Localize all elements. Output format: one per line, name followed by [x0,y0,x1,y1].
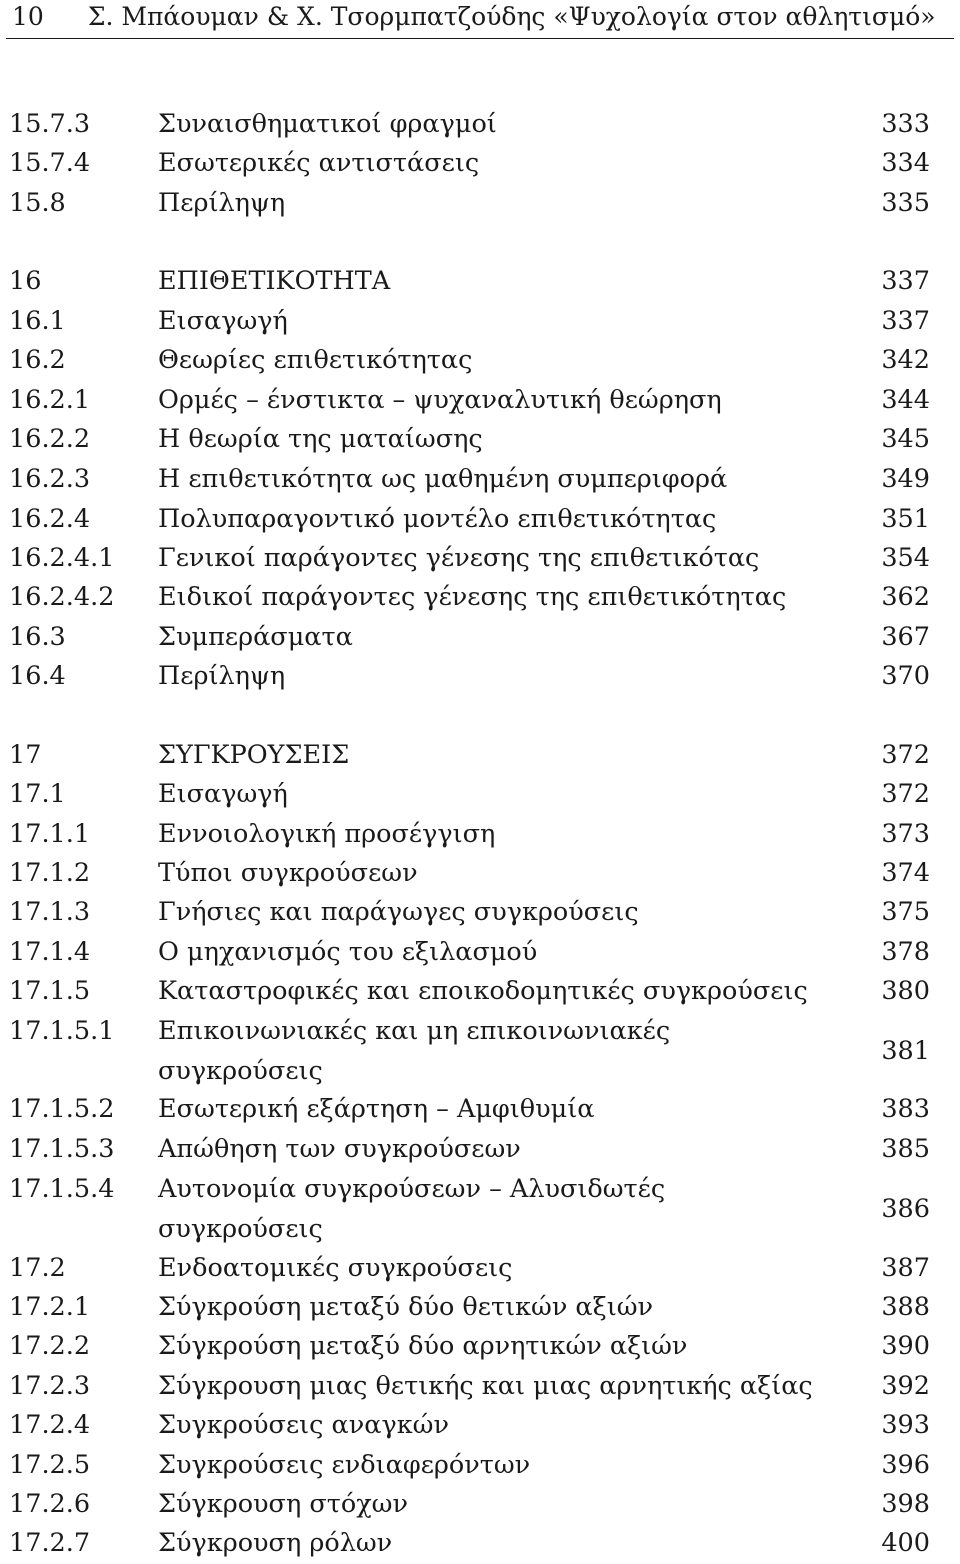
toc-entry-title: Σύγκρουση ρόλων [158,1528,393,1558]
toc-entry-title: Η επιθετικότητα ως μαθημένη συμπεριφορά [158,464,728,494]
toc-entry-page: 388 [881,1292,930,1322]
toc-entry-page: 393 [881,1410,930,1440]
toc-entry-title: Καταστροφικές και εποικοδομητικές συγκρούσεις [158,976,808,1006]
toc-entry [0,1446,960,1486]
toc-entry-page: 386 [881,1193,930,1224]
toc-entry [0,1012,960,1091]
toc-entry [0,1090,960,1130]
toc-entry-page: 400 [881,1528,930,1558]
toc-entry-page: 333 [881,109,930,139]
toc-entry-number: 16.2.4.1 [9,543,115,573]
toc-entry-number: 16 [9,266,42,296]
toc-entry-title: Γενικοί παράγοντες γένεσης της επιθετικότας [158,543,760,573]
toc-entry-title: Συναισθηματικοί φραγμοί [158,109,497,139]
toc-entry-number: 17.1.4 [9,937,91,967]
toc-entry [0,1288,960,1328]
toc-entry [0,1170,960,1249]
toc-entry-number: 17.1.5.4 [9,1174,115,1204]
toc-entry-page: 387 [881,1253,930,1283]
page-number: 10 [12,2,44,31]
toc-entry-page: 378 [881,937,930,967]
toc-entry-title: Γνήσιες και παράγωγες συγκρούσεις [158,897,639,927]
toc-entry-number: 16.2.1 [9,385,91,415]
toc-entry-title: Εσωτερικές αντιστάσεις [158,148,480,178]
toc-entry-page: 383 [881,1094,930,1124]
toc-entry [0,1367,960,1407]
toc-entry-title: Σύγκρουση μιας θετικής και μιας αρνητικής αξίας [158,1371,813,1401]
toc-entry [0,105,960,145]
toc-entry [0,184,960,224]
toc-entry [0,420,960,460]
toc-entry-number: 17.2.6 [9,1489,91,1519]
toc-entry-page: 392 [881,1371,930,1401]
running-title: Σ. Μπάουμαν & Χ. Τσορμπατζούδης «Ψυχολογία στον αθλητισμό» [87,2,936,31]
toc-entry-page: 367 [881,622,930,652]
toc-entry-number: 17.1 [9,779,66,809]
toc-entry-number: 15.7.3 [9,109,91,139]
toc-entry-number: 17 [9,740,42,770]
toc-entry-title: Περίληψη [158,188,286,218]
toc-entry-number: 15.8 [9,188,66,218]
toc-entry-page: 334 [881,148,930,178]
toc-entry [0,1524,960,1564]
toc-entry-page: 381 [881,1035,930,1066]
toc-entry-page: 344 [881,385,930,415]
toc-entry [0,1485,960,1525]
toc-entry-title: Αυτονομία συγκρούσεων – Αλυσιδωτές συγκρούσεις [158,1174,666,1244]
toc-entry [0,302,960,342]
toc-entry-page: 396 [881,1450,930,1480]
toc-entry-number: 17.1.5.2 [9,1094,115,1124]
toc-entry-title: Περίληψη [158,661,286,691]
toc-entry-title: Συμπεράσματα [158,622,353,652]
toc-entry-page: 385 [881,1134,930,1164]
toc-entry-number: 17.2.5 [9,1450,91,1480]
toc-entry-title: Εισαγωγή [158,306,288,336]
toc-entry [0,933,960,973]
toc-entry-page: 374 [881,858,930,888]
toc-entry-title: Ορμές – ένστικτα – ψυχαναλυτική θεώρηση [158,385,722,415]
toc-entry-page: 335 [881,188,930,218]
toc-entry-number: 17.1.1 [9,819,91,849]
toc-entry-page: 380 [881,976,930,1006]
toc-entry-title: Σύγκρούση μεταξύ δύο θετικών αξιών [158,1292,653,1322]
toc-entry-number: 17.2.2 [9,1331,91,1361]
toc-entry-number: 16.4 [9,661,66,691]
toc-entry-number: 16.2.4 [9,504,91,534]
toc-entry-page: 354 [881,543,930,573]
toc-entry [0,1327,960,1367]
toc-entry [0,775,960,815]
toc-entry-title: Η θεωρία της ματαίωσης [158,424,483,454]
toc-entry [0,500,960,540]
toc-entry-page: 373 [881,819,930,849]
toc-entry-page: 351 [881,504,930,534]
toc-entry-number: 15.7.4 [9,148,91,178]
toc-entry-number: 17.2.4 [9,1410,91,1440]
toc-entry [0,893,960,933]
toc-entry [0,972,960,1012]
toc-entry-page: 362 [881,582,930,612]
toc-entry-page: 375 [881,897,930,927]
toc-entry-number: 17.2.1 [9,1292,91,1322]
toc-entry [0,460,960,500]
toc-entry-title: Τύποι συγκρούσεων [158,858,418,888]
toc-entry-number: 16.2.3 [9,464,91,494]
toc-entry-number: 17.2.7 [9,1528,91,1558]
toc-entry-title: Πολυπαραγοντικό μοντέλο επιθετικότητας [158,504,717,534]
toc-entry [0,657,960,697]
toc-entry-number: 17.1.5.1 [9,1016,115,1046]
toc-entry-title: Συγκρούσεις αναγκών [158,1410,449,1440]
toc-entry-title: Ειδικοί παράγοντες γένεσης της επιθετικότητας [158,582,787,612]
toc-entry-number: 16.2.2 [9,424,91,454]
toc-entry-title: Θεωρίες επιθετικότητας [158,345,473,375]
toc-entry [0,618,960,658]
toc-entry-title: Ο μηχανισμός του εξιλασμού [158,937,538,967]
toc-entry-page: 349 [881,464,930,494]
toc-entry-title: Απώθηση των συγκρούσεων [158,1134,521,1164]
toc-entry-title: ΣΥΓΚΡΟΥΣΕΙΣ [158,740,350,770]
toc-entry-page: 370 [881,661,930,691]
toc-entry-title: Συγκρούσεις ενδιαφερόντων [158,1450,531,1480]
toc-entry [0,1406,960,1446]
toc-entry-number: 17.1.5 [9,976,91,1006]
toc-entry-number: 16.3 [9,622,66,652]
toc-entry-title: Ενδοατομικές συγκρούσεις [158,1253,513,1283]
toc-entry-number: 16.2.4.2 [9,582,115,612]
toc-entry-title: Εισαγωγή [158,779,288,809]
toc-entry-title: ΕΠΙΘΕΤΙΚΟΤΗΤΑ [158,266,391,296]
toc-entry [0,736,960,776]
toc-entry-page: 372 [881,779,930,809]
toc-entry-title: Επικοινωνιακές και μη επικοινωνιακές συγκρούσεις [158,1016,671,1086]
toc-entry-title: Εσωτερική εξάρτηση – Αμφιθυμία [158,1094,595,1124]
toc-entry-number: 16.2 [9,345,66,375]
toc-entry [0,578,960,618]
toc-entry [0,144,960,184]
toc-entry [0,341,960,381]
toc-entry-page: 342 [881,345,930,375]
toc-entry-title: Σύγκρουση στόχων [158,1489,408,1519]
toc-entry [0,539,960,579]
toc-entry-page: 345 [881,424,930,454]
toc-entry [0,262,960,302]
toc-entry-number: 17.1.5.3 [9,1134,115,1164]
toc-entry [0,1130,960,1170]
toc-entry [0,381,960,421]
toc-entry-page: 390 [881,1331,930,1361]
toc-entry [0,1249,960,1289]
toc-entry-number: 17.1.3 [9,897,91,927]
toc-entry-number: 17.2.3 [9,1371,91,1401]
toc-entry-page: 372 [881,740,930,770]
toc-entry-page: 398 [881,1489,930,1519]
toc-entry-title: Σύγκρούση μεταξύ δύο αρνητικών αξιών [158,1331,688,1361]
toc-entry-page: 337 [881,306,930,336]
toc-entry-number: 16.1 [9,306,66,336]
toc-entry-page: 337 [881,266,930,296]
toc-entry [0,815,960,855]
toc-entry-number: 17.2 [9,1253,66,1283]
toc-entry [0,854,960,894]
toc-entry-number: 17.1.2 [9,858,91,888]
toc-entry-title: Εννοιολογική προσέγγιση [158,819,496,849]
